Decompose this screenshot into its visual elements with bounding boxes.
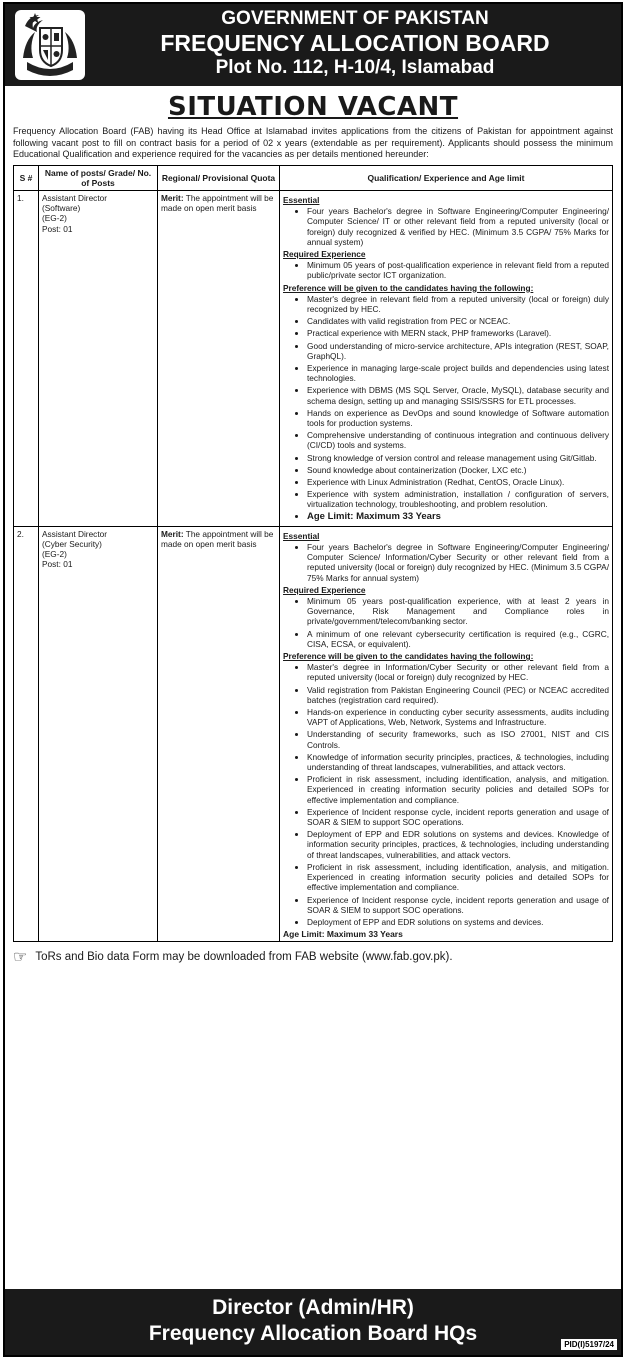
list-item: • Deployment of EPP and EDR solutions on systems and devices. (307, 917, 609, 927)
merit-label: Merit: (161, 528, 184, 539)
tors-note (13, 947, 613, 967)
qualification-cell (280, 526, 613, 942)
post-name-cell (39, 526, 158, 942)
row-sn: 2. (14, 526, 39, 942)
list-item: • Valid registration from Pakistan Engineering Council (PEC) or NCEAC accredited batches (registration card required). (307, 685, 609, 705)
footer-signatory: Director (Admin/HR) (212, 1296, 414, 1319)
merit-text: The appointment will be made on open merit basis (161, 528, 274, 549)
post-title: Assistant Director (42, 528, 108, 539)
post-specialization: (Software) (42, 203, 81, 214)
header-organization: FREQUENCY ALLOCATION BOARD (160, 30, 550, 56)
header-quota: Regional/ Provisional Quota (158, 165, 280, 190)
post-specialization: (Cyber Security) (42, 539, 102, 549)
merit-text: The appointment will be made on open merit basis (161, 192, 274, 214)
quota-cell (158, 190, 280, 526)
list-item: • Understanding of security frameworks, such as ISO 27001, NIST and CIS Controls. (307, 729, 609, 749)
header-government: GOVERNMENT OF PAKISTAN (221, 8, 489, 29)
header-address: Plot No. 112, H-10/4, Islamabad (215, 57, 495, 78)
post-count: Post: 01 (42, 223, 73, 234)
advertisement (3, 2, 623, 1357)
list-item: • Proficient in risk assessment, including identification, analysis, and mitigation. Experienced in creating information security policies and detailed SOPs for effective implementation and compliance. (307, 862, 609, 893)
merit-label: Merit: (161, 192, 184, 203)
preference-label: Preference will be given to the candidates having the following: (283, 282, 534, 293)
ad-title: SITUATION VACANT (167, 92, 459, 122)
qualification-cell (280, 190, 613, 526)
list-item: • Practical experience with MERN stack, PHP frameworks (Laravel). (307, 328, 609, 338)
footer-banner (5, 1289, 621, 1355)
list-item: • Experience with system administration, installation / configuration of servers, virtualization technology, troubleshooting, and problem resolution. (307, 489, 609, 509)
list-item: • Candidates with valid registration from PEC or NCEAC. (307, 316, 609, 326)
post-title: Assistant Director (42, 192, 108, 203)
list-item: • Four years Bachelor's degree in Software Engineering/Computer Engineering/ Computer Science/ IT or other relevant field from a reputed university (local or foreign) duly recognized & verified by HEC. (Minimum 3.5 CGPA/ 75% Marks for annual system) (307, 206, 609, 247)
list-item: • Good understanding of micro-service architecture, APIs integration (REST, SOAP, GraphQL). (307, 341, 609, 361)
list-item: • Hands-on experience in conducting cyber security assessments, audits including VAPT of Applications, Web, Network, Systems and Infrastructure. (307, 707, 609, 727)
quota-cell (158, 526, 280, 942)
list-item: • Knowledge of information security principles, practices, & technologies, including understanding of threat landscapes, vulnerabilities, and attack vectors. (307, 752, 609, 772)
header-banner (5, 4, 621, 86)
list-item: • Minimum 05 years of post-qualification experience in relevant field from a reputed public/private sector ICT organization. (307, 260, 609, 280)
list-item: • Master's degree in Information/Cyber Security or other relevant field from a reputed university (local or foreign) duly recognized by HEC. (307, 662, 609, 682)
required-experience-label: Required Experience (283, 584, 366, 595)
post-count: Post: 01 (42, 559, 73, 570)
state-emblem-icon (15, 10, 85, 80)
tors-text: ToRs and Bio data Form may be downloaded from FAB website (www.fab.gov.pk). (35, 951, 453, 964)
list-item: • Strong knowledge of version control and release management using Git/Gitlab. (307, 453, 609, 463)
post-name-cell (39, 190, 158, 526)
intro-paragraph: Frequency Allocation Board (FAB) having its Head Office at Islamabad invites applications from the citizens of Pakistan for appointment against following vacant post to fill on contract basis for a period of 02 x years (extendable as per requirement). Applicants should possess the minimum Educational Qualification and experience required for the vacancies as per details mentioned hereunder: (13, 126, 613, 159)
list-item: • Experience in managing large-scale project builds and dependencies using latest technologies. (307, 363, 609, 383)
essential-label: Essential (283, 530, 320, 541)
pointing-hand-icon: ☞ (13, 949, 28, 967)
list-item: • Experience of Incident response cycle, incident reports generation and usage of SOAR & SIEM to support SOC operations. (307, 895, 609, 915)
row-sn: 1. (14, 190, 39, 526)
list-item: • A minimum of one relevant cybersecurity certification is required (e.g., CGRC, CISA, ECSA, or equivalent). (307, 629, 609, 649)
list-item: • Sound knowledge about containerization (Docker, LXC etc.) (307, 465, 609, 475)
required-experience-label: Required Experience (283, 248, 366, 259)
pid-number: PID(I)5197/24 (561, 1339, 617, 1350)
header-qualification: Qualification/ Experience and Age limit (280, 165, 613, 190)
list-item: • Deployment of EPP and EDR solutions on systems and devices. Knowledge of information security principles, practices, & technologies, including understanding of threat landscapes, vulnerabilities, and attack vectors. (307, 829, 609, 860)
table-row (14, 526, 613, 942)
age-limit: • Age Limit: Maximum 33 Years (307, 512, 609, 522)
list-item: • Four years Bachelor's degree in Software Engineering/Computer Engineering/ Computer Science/ Information/Cyber Security or other relevant field from a reputed university (local or foreign) duly recognized by HEC. (Minimum 3.5 CGPA/ 75% Marks for annual system) (307, 542, 609, 583)
header-text (95, 8, 615, 79)
list-item: • Experience with DBMS (MS SQL Server, Oracle, MySQL), database security and schema design, setting up and managing SSIS/SSRS for ETL processes. (307, 385, 609, 405)
table-header-row (14, 165, 613, 190)
header-sn: S # (14, 165, 39, 190)
post-grade: (EG-2) (42, 213, 67, 224)
post-grade: (EG-2) (42, 549, 67, 560)
age-limit: Age Limit: Maximum 33 Years (283, 929, 403, 940)
list-item: • Proficient in risk assessment, including identification, analysis, and mitigation. Experienced in creating information security policies and detailed SOPs for effective implementation and compliance. (307, 774, 609, 805)
preference-label: Preference will be given to the candidates having the following: (283, 651, 534, 662)
vacancy-table (13, 165, 613, 943)
table-row (14, 190, 613, 526)
essential-label: Essential (283, 194, 320, 205)
list-item: • Master's degree in relevant field from a reputed university (local or foreign) duly recognized by HEC. (307, 294, 609, 314)
list-item: • Experience with Linux Administration (Redhat, CentOS, Oracle Linux). (307, 477, 609, 487)
list-item: • Minimum 05 years post-qualification experience, with at least 2 years in Governance, Risk Management and Compliance roles in private/government/telecom/banking sector. (307, 596, 609, 627)
header-post-name: Name of posts/ Grade/ No. of Posts (39, 165, 158, 190)
list-item: • Hands on experience as DevOps and sound knowledge of Software automation tools for production systems. (307, 408, 609, 428)
footer-organization: Frequency Allocation Board HQs (148, 1322, 478, 1345)
list-item: • Comprehensive understanding of continuous integration and continuous delivery (CI/CD) tools and systems. (307, 430, 609, 450)
list-item: • Experience of Incident response cycle, incident reports generation and usage of SOAR & SIEM to support SOC operations. (307, 807, 609, 827)
